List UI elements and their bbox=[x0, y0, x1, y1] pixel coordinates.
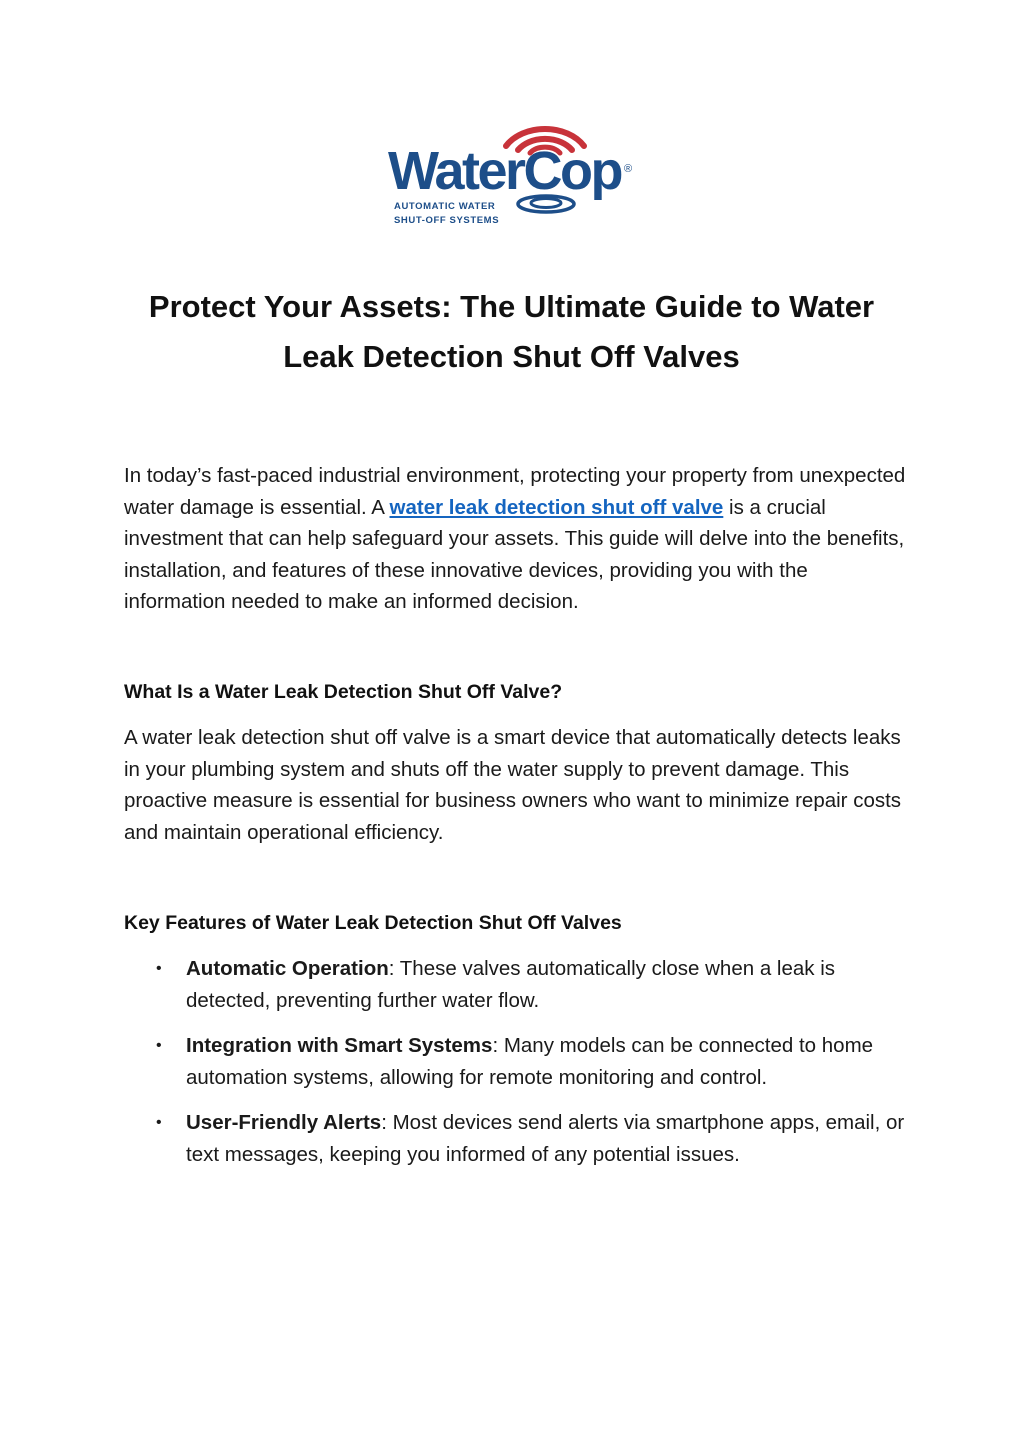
registered-mark: ® bbox=[624, 163, 633, 175]
bullet-icon: • bbox=[156, 1037, 162, 1055]
intro-text-before-link: In today’s fast-paced industrial environment, protecting your property from unexpected water damage is essential. A bbox=[124, 464, 906, 519]
list-item bbox=[124, 1030, 914, 1093]
page-title: Protect Your Assets: The Ultimate Guide to Water Leak Detection Shut Off Valves bbox=[148, 289, 875, 374]
feature-name: Integration with Smart Systems bbox=[186, 1034, 493, 1058]
feature-description: : Many models can be connected to home automation systems, allowing for remote monitoring and control. bbox=[186, 1034, 874, 1089]
intro-paragraph bbox=[124, 460, 914, 618]
section-what-body: A water leak detection shut off valve is a smart device that automatically detects leaks in your plumbing system and shuts off the water supply to prevent damage. This proactive measure is essential for business owners who want to minimize repair costs and maintain operational efficiency. bbox=[124, 726, 902, 844]
svg-text:WaterCop bbox=[388, 141, 622, 201]
brand-water-text: Water bbox=[388, 141, 524, 201]
feature-list bbox=[124, 953, 914, 1185]
section-heading-features: Key Features of Water Leak Detection Shut Off Valves bbox=[124, 912, 622, 934]
feature-name: Automatic Operation bbox=[186, 957, 389, 980]
bullet-icon: • bbox=[156, 1114, 162, 1132]
water-leak-valve-link[interactable]: water leak detection shut off valve bbox=[389, 495, 724, 519]
intro-text-after-link: is a crucial investment that can help safeguard your assets. This guide will delve into the benefits, installation, and features of these innovative devices, providing you with the information needed to make an informed decision. bbox=[124, 495, 905, 614]
section-heading-what: What Is a Water Leak Detection Shut Off Valve? bbox=[124, 681, 563, 703]
tagline-line1: AUTOMATIC WATER bbox=[394, 201, 496, 212]
watercop-logo bbox=[388, 120, 638, 230]
ripple-inner-icon bbox=[531, 199, 561, 208]
feature-description: : Most devices send alerts via smartphone apps, email, or text messages, keeping you informed of any potential issues. bbox=[186, 1111, 905, 1166]
list-item bbox=[124, 953, 914, 1016]
feature-description: : These valves automatically close when a leak is detected, preventing further water flow. bbox=[186, 957, 836, 1012]
list-item bbox=[124, 1107, 914, 1170]
tagline-line2: SHUT-OFF SYSTEMS bbox=[394, 215, 500, 226]
bullet-icon: • bbox=[156, 960, 162, 977]
brand-cop-text: Cop bbox=[523, 141, 621, 201]
feature-name: User-Friendly Alerts bbox=[186, 1111, 382, 1135]
